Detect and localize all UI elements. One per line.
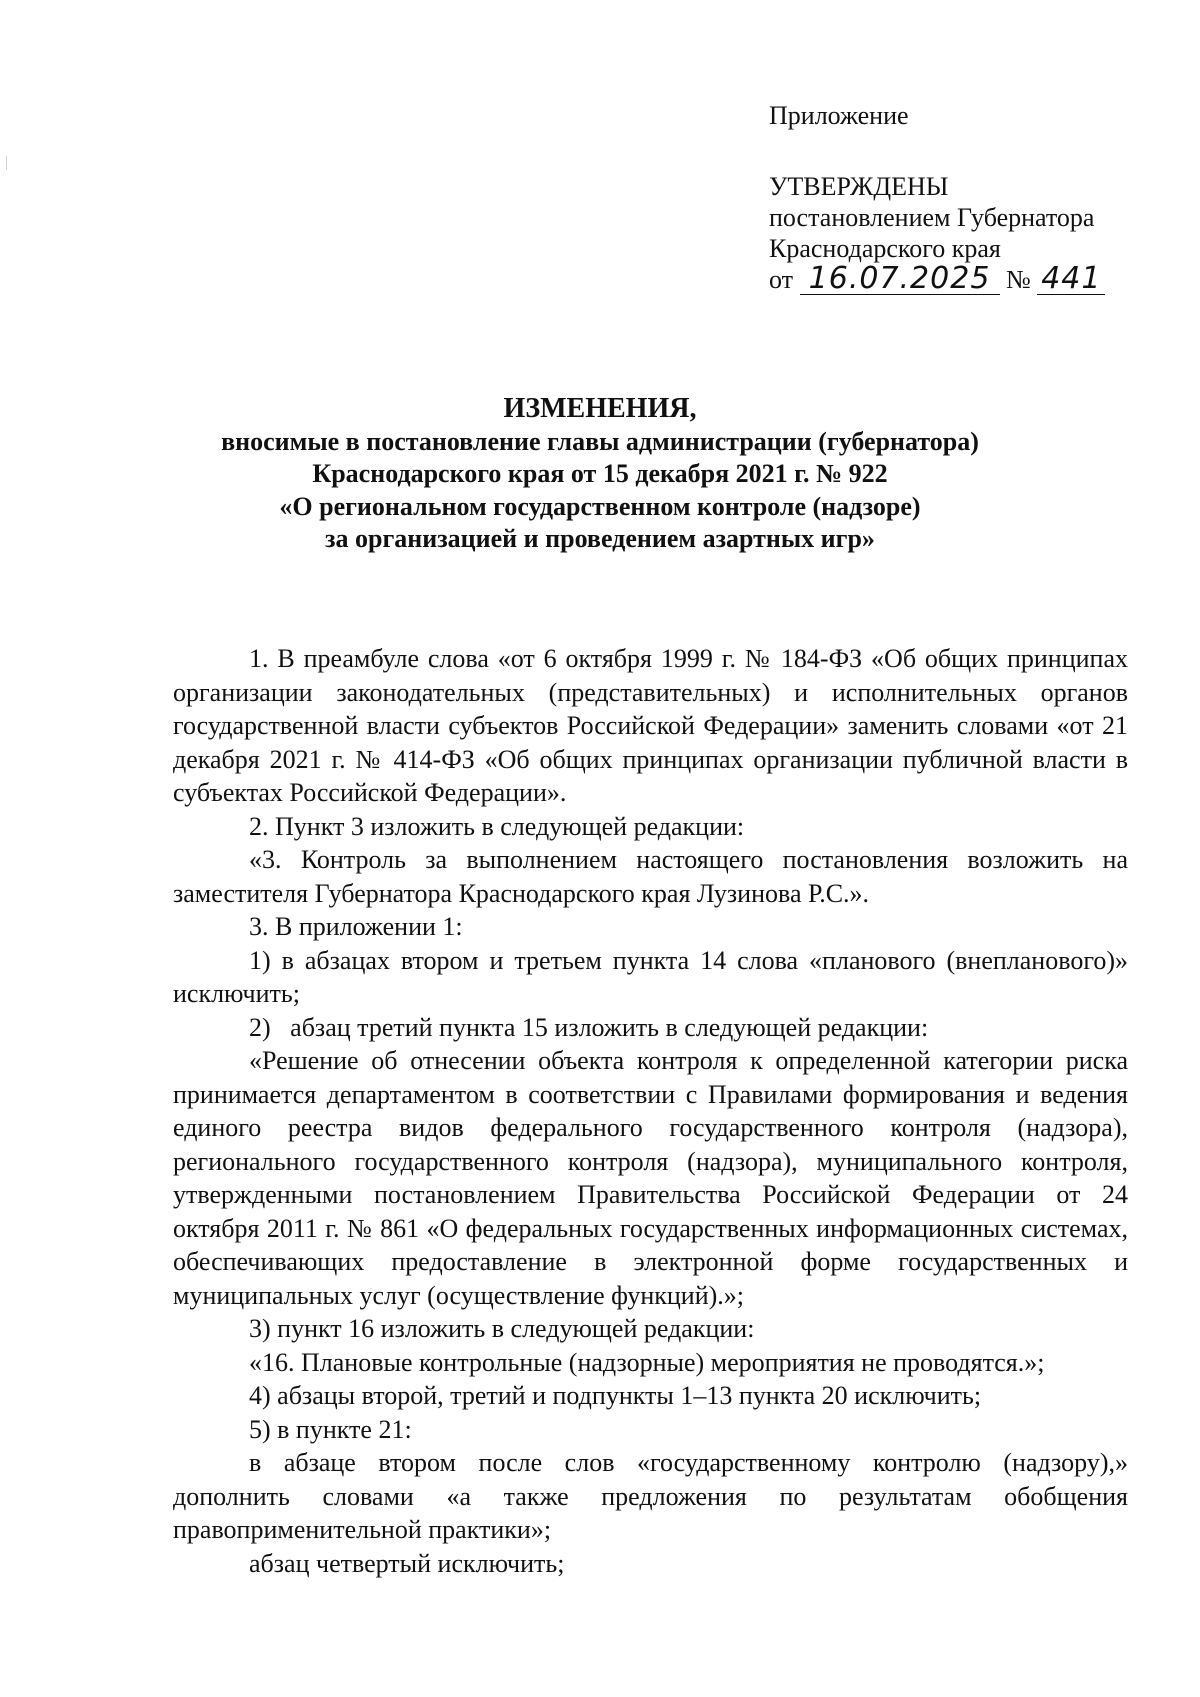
body-paragraph: «3. Контроль за выполнением настоящего постановления возложить на заместителя Губернатора Краснодарского края Лузинова Р.С.». (173, 845, 1128, 908)
region-line: Краснодарского края (769, 234, 1001, 263)
title-line: за организацией и проведением азартных игр» (325, 524, 875, 553)
body-paragraph: «Решение об отнесении объекта контроля к определенной категории риска принимается департаментом в соответствии с Правилами формирования и ведения единого реестра видов федерального государственного контроля (надзора), регионального государственного контроля (надзора), муниципального контроля, утвержденными постановлением Правительства Российской Федерации от 24 октября 2011 г. № 861 «О федеральных государственных информационных системах, обеспечивающих предоставление в электронной форме государственных и муниципальных услуг (осуществление функций).»; (173, 1046, 1128, 1310)
title-heading: ИЗМЕНЕНИЯ, (503, 393, 697, 424)
title-line: Краснодарского края от 15 декабря 2021 г. № 922 (312, 459, 888, 488)
date-number-line (769, 261, 1105, 296)
approval-stamp (769, 100, 1105, 295)
approved-label: УТВЕРЖДЕНЫ (769, 172, 949, 201)
body-paragraph: 2) абзац третий пункта 15 изложить в следующей редакции: (249, 1012, 929, 1042)
approved-by-line: постановлением Губернатора (769, 203, 1095, 232)
appendix-label: Приложение (769, 101, 909, 130)
body-paragraph: 2. Пункт 3 изложить в следующей редакции: (249, 811, 745, 841)
body-paragraph: 1) в абзацах втором и третьем пункта 14 слова «планового (внепланового)» исключить; (173, 945, 1128, 1008)
body-paragraph: 4) абзацы второй, третий и подпункты 1–13 пункта 20 исключить; (249, 1381, 982, 1410)
title-line: «О региональном государственном контроле (надзоре) (279, 491, 921, 521)
body-paragraph: 3) пункт 16 изложить в следующей редакции: (249, 1314, 755, 1343)
body-paragraph: 3. В приложении 1: (249, 912, 463, 941)
document-body (173, 642, 1128, 1580)
handwritten-number: 441 (1037, 264, 1105, 295)
date-prefix: от (769, 265, 794, 294)
body-paragraph: «16. Плановые контрольные (надзорные) мероприятия не проводятся.»; (249, 1347, 1045, 1377)
number-sign: № (1006, 265, 1031, 294)
body-paragraph: в абзаце втором после слов «государственному контролю (надзору),» дополнить словами «а также предложения по результатам обобщения правоприменительной практики»; (173, 1448, 1128, 1544)
body-paragraph: 5) в пункте 21: (249, 1414, 412, 1444)
document-title (150, 393, 1050, 556)
body-paragraph: 1. В преамбуле слова «от 6 октября 1999 г. № 184-ФЗ «Об общих принципах организации законодательных (представительных) и исполнительных органов государственной власти субъектов Российской Федерации» заменить словами «от 21 декабря 2021 г. № 414-ФЗ «Об общих принципах организации публичной власти в субъектах Российской Федерации». (173, 644, 1128, 807)
body-paragraph: абзац четвертый исключить; (249, 1548, 565, 1578)
title-line: вносимые в постановление главы администрации (губернатора) (221, 426, 979, 456)
handwritten-date: 16.07.2025 (800, 264, 1000, 295)
scan-edge-mark (6, 156, 7, 170)
